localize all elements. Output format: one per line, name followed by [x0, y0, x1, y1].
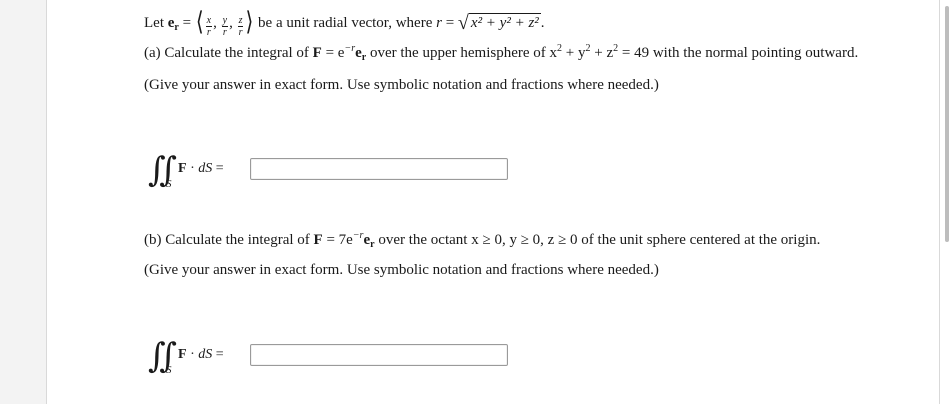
right-angle: ⟩ — [245, 7, 254, 37]
sqrt-expression: √ x² + y² + z² — [457, 12, 539, 34]
double-integral-icon: ∬ — [148, 336, 167, 376]
er-subscript: r — [174, 22, 179, 33]
integral-expression: F · dS = — [178, 347, 224, 362]
fraction-x-r: $\frac{x}{r}$ — [206, 15, 212, 38]
er-symbol: e — [355, 45, 362, 61]
fraction-z-r: $\frac{z}{r}$ — [238, 15, 243, 38]
r-variable: r — [436, 15, 442, 31]
double-integral-icon: ∬ — [148, 150, 167, 190]
er-symbol: e — [167, 15, 175, 31]
part-a-instructions: (Give your answer in exact form. Use symbolic notation and fractions where needed.) — [144, 77, 659, 93]
intro-line: Let $e_r$ = ⟨ $\frac{x}{r}$ , $\frac{y}{r}$ , $\frac{z}{r}$ ⟩ be a unit radial vector, where r = √ x² + y² + z² . — [144, 7, 545, 38]
er-symbol: e — [363, 232, 371, 248]
F-symbol: F — [312, 45, 322, 61]
left-gutter — [0, 0, 47, 404]
intro-text: Let — [144, 15, 168, 31]
left-angle: ⟨ — [195, 7, 204, 37]
answer-a-input[interactable] — [250, 158, 508, 180]
answer-b-input[interactable] — [250, 344, 508, 366]
fraction-y-r: $\frac{y}{r}$ — [222, 15, 228, 38]
part-b-instructions: (Give your answer in exact form. Use symbolic notation and fractions where needed.) — [144, 262, 659, 278]
scrollbar-thumb[interactable] — [945, 6, 949, 242]
F-symbol: F — [313, 232, 323, 248]
integral-subscript: S — [166, 178, 172, 190]
part-a-question: (a) Calculate the integral of $F = e^{-r}e_r$ over the upper hemisphere of $x^2 + y^2 + z^2 = 49$ with the normal pointing outward. — [144, 43, 859, 63]
integral-subscript: S — [166, 364, 172, 376]
integral-expression: F · dS = — [178, 161, 224, 176]
intro-mid-text: be a unit radial vector, where — [254, 15, 437, 31]
equals: = — [178, 15, 195, 31]
scrollbar-track[interactable] — [939, 0, 952, 404]
part-b-question: (b) Calculate the integral of $F = 7e^{-r}e_r$ over the octant x ≥ 0, y ≥ 0, z ≥ 0 of the unit sphere centered at the origin. — [144, 230, 821, 250]
